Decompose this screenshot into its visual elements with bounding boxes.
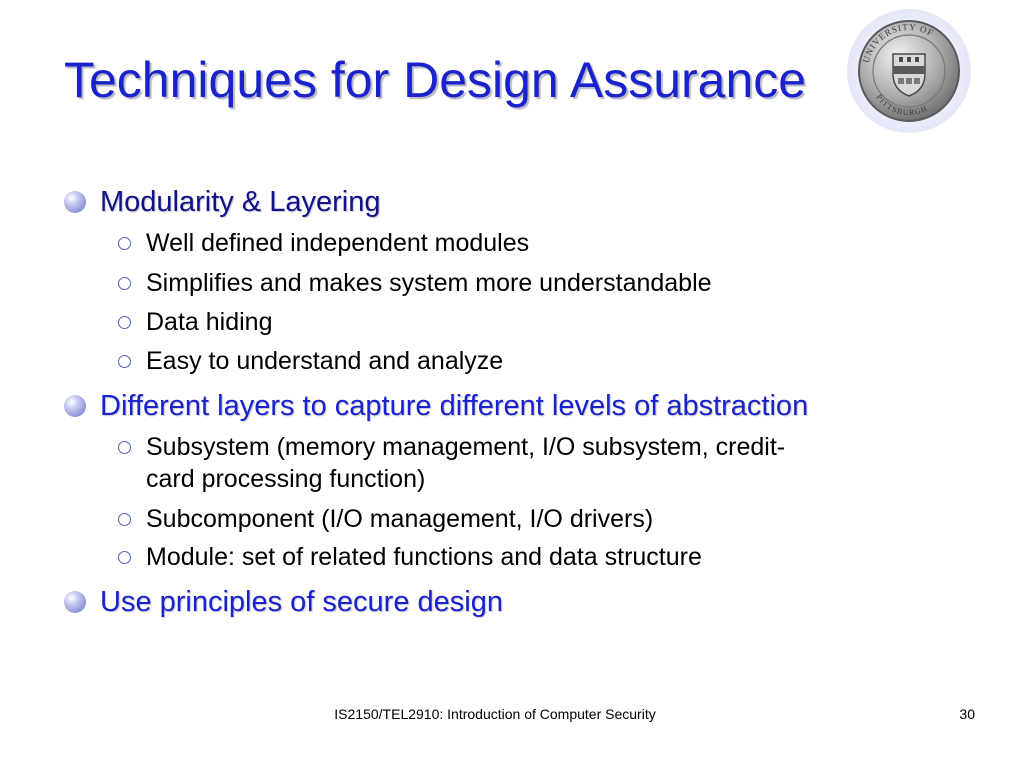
sub-bullet-text: card processing function) (146, 465, 426, 493)
sub-bullet-text: Subcomponent (I/O management, I/O drivers) (146, 505, 654, 533)
sub-bullet-text: Well defined independent modules (146, 229, 530, 257)
hollow-circle-bullet-icon (118, 316, 131, 329)
university-seal-icon (846, 8, 972, 134)
hollow-circle-bullet-icon (118, 277, 131, 290)
bullet-sphere-icon (64, 191, 86, 213)
sub-bullet (146, 542, 702, 573)
sub-bullet-text: Easy to understand and analyze (146, 347, 504, 375)
sub-bullet-continuation (146, 464, 425, 495)
footer-course-title: IS2150/TEL2910: Introduction of Computer Security (334, 706, 656, 722)
sub-bullet-text: Simplifies and makes system more understandable (146, 269, 712, 297)
sub-bullet-text: Module: set of related functions and data structure (146, 543, 702, 571)
sub-bullet (146, 228, 529, 259)
bullet-text: Different layers to capture different levels of abstraction (100, 390, 809, 422)
bullet-text: Use principles of secure design (100, 586, 503, 618)
bullet-text: Modularity & Layering (100, 186, 381, 218)
hollow-circle-bullet-icon (118, 551, 131, 564)
svg-text:UNIVERSITY OF: UNIVERSITY OF (860, 21, 936, 64)
bullet-different-layers (100, 388, 808, 424)
sub-bullet (146, 504, 653, 535)
bullet-sphere-icon (64, 591, 86, 613)
page-number: 30 (959, 706, 975, 722)
hollow-circle-bullet-icon (118, 441, 131, 454)
hollow-circle-bullet-icon (118, 355, 131, 368)
sub-bullet (146, 432, 785, 463)
bullet-modularity-layering (100, 184, 380, 220)
sub-bullet (146, 307, 272, 338)
svg-text:PITTSBURGH: PITTSBURGH (874, 92, 930, 118)
hollow-circle-bullet-icon (118, 513, 131, 526)
bullet-secure-design (100, 584, 503, 620)
bullet-sphere-icon (64, 395, 86, 417)
hollow-circle-bullet-icon (118, 237, 131, 250)
sub-bullet (146, 346, 503, 377)
sub-bullet-text: Data hiding (146, 308, 273, 336)
slide-title: Techniques for Design Assurance (64, 52, 807, 108)
sub-bullet-text: Subsystem (memory management, I/O subsystem, credit- (146, 433, 786, 461)
sub-bullet (146, 268, 712, 299)
